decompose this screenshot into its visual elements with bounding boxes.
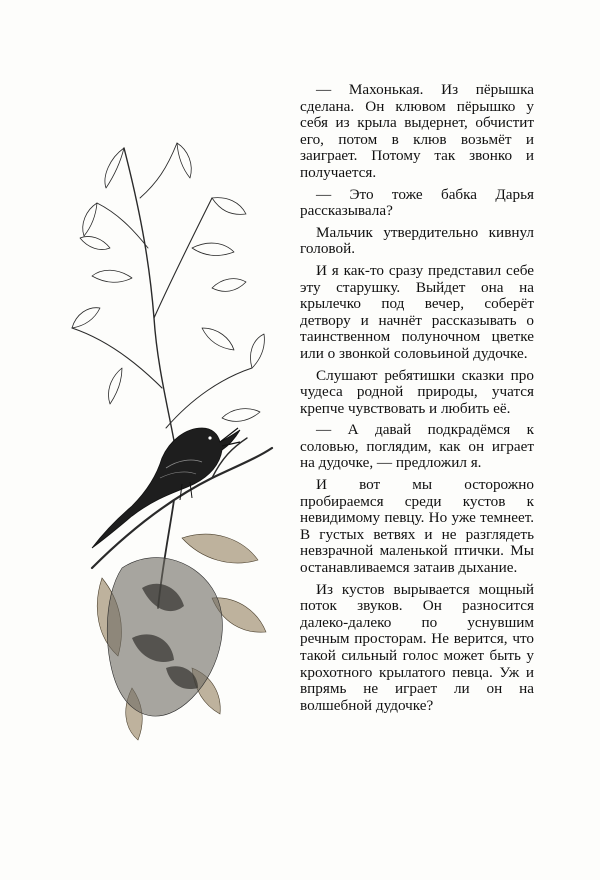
paragraph: И я как-то сразу представил себе эту старушку. Выйдет она на крылечко под вечер, соберёт детвору и начнёт рассказывать о таинственном полуночном цветке или о звонкой соловьиной дудочке. <box>300 261 534 362</box>
paragraph: — А давай подкрадёмся к соловью, поглядим, как он играет на дудочке, — предложил я. <box>300 421 534 472</box>
paragraph: — Это тоже бабка Дарья рассказывала? <box>300 185 534 220</box>
nightingale-on-branch-icon <box>62 128 280 748</box>
paragraph: — Махонькая. Из пёрышка сделана. Он клювом пёрышко у себя из крыла выдернет, обчистит его, потом в клюв возьмёт и заиграет. Потому так звонко и получается. <box>300 81 534 181</box>
story-text <box>300 82 534 719</box>
paragraph: Мальчик утвердительно кивнул головой. <box>300 223 534 258</box>
paragraph: Слушают ребятишки сказки про чудеса родной природы, учатся крепче чувствовать и любить её. <box>300 366 534 417</box>
paragraph: И вот мы осторожно пробираемся среди кустов к невидимому певцу. Но уже темнеет. В густых ветвях и не разглядеть невзрачной маленькой птички. Мы останавливаемся затаив дыхание. <box>300 476 534 577</box>
paragraph: Из кустов вырывается мощный поток звуков. Он разносится далеко-далеко по уснувшим речным просторам. Не верится, что такой сильный голос может быть у крохотного крылатого певца. Уж и впрямь не играет ли он на волшебной дудочке? <box>300 580 534 714</box>
